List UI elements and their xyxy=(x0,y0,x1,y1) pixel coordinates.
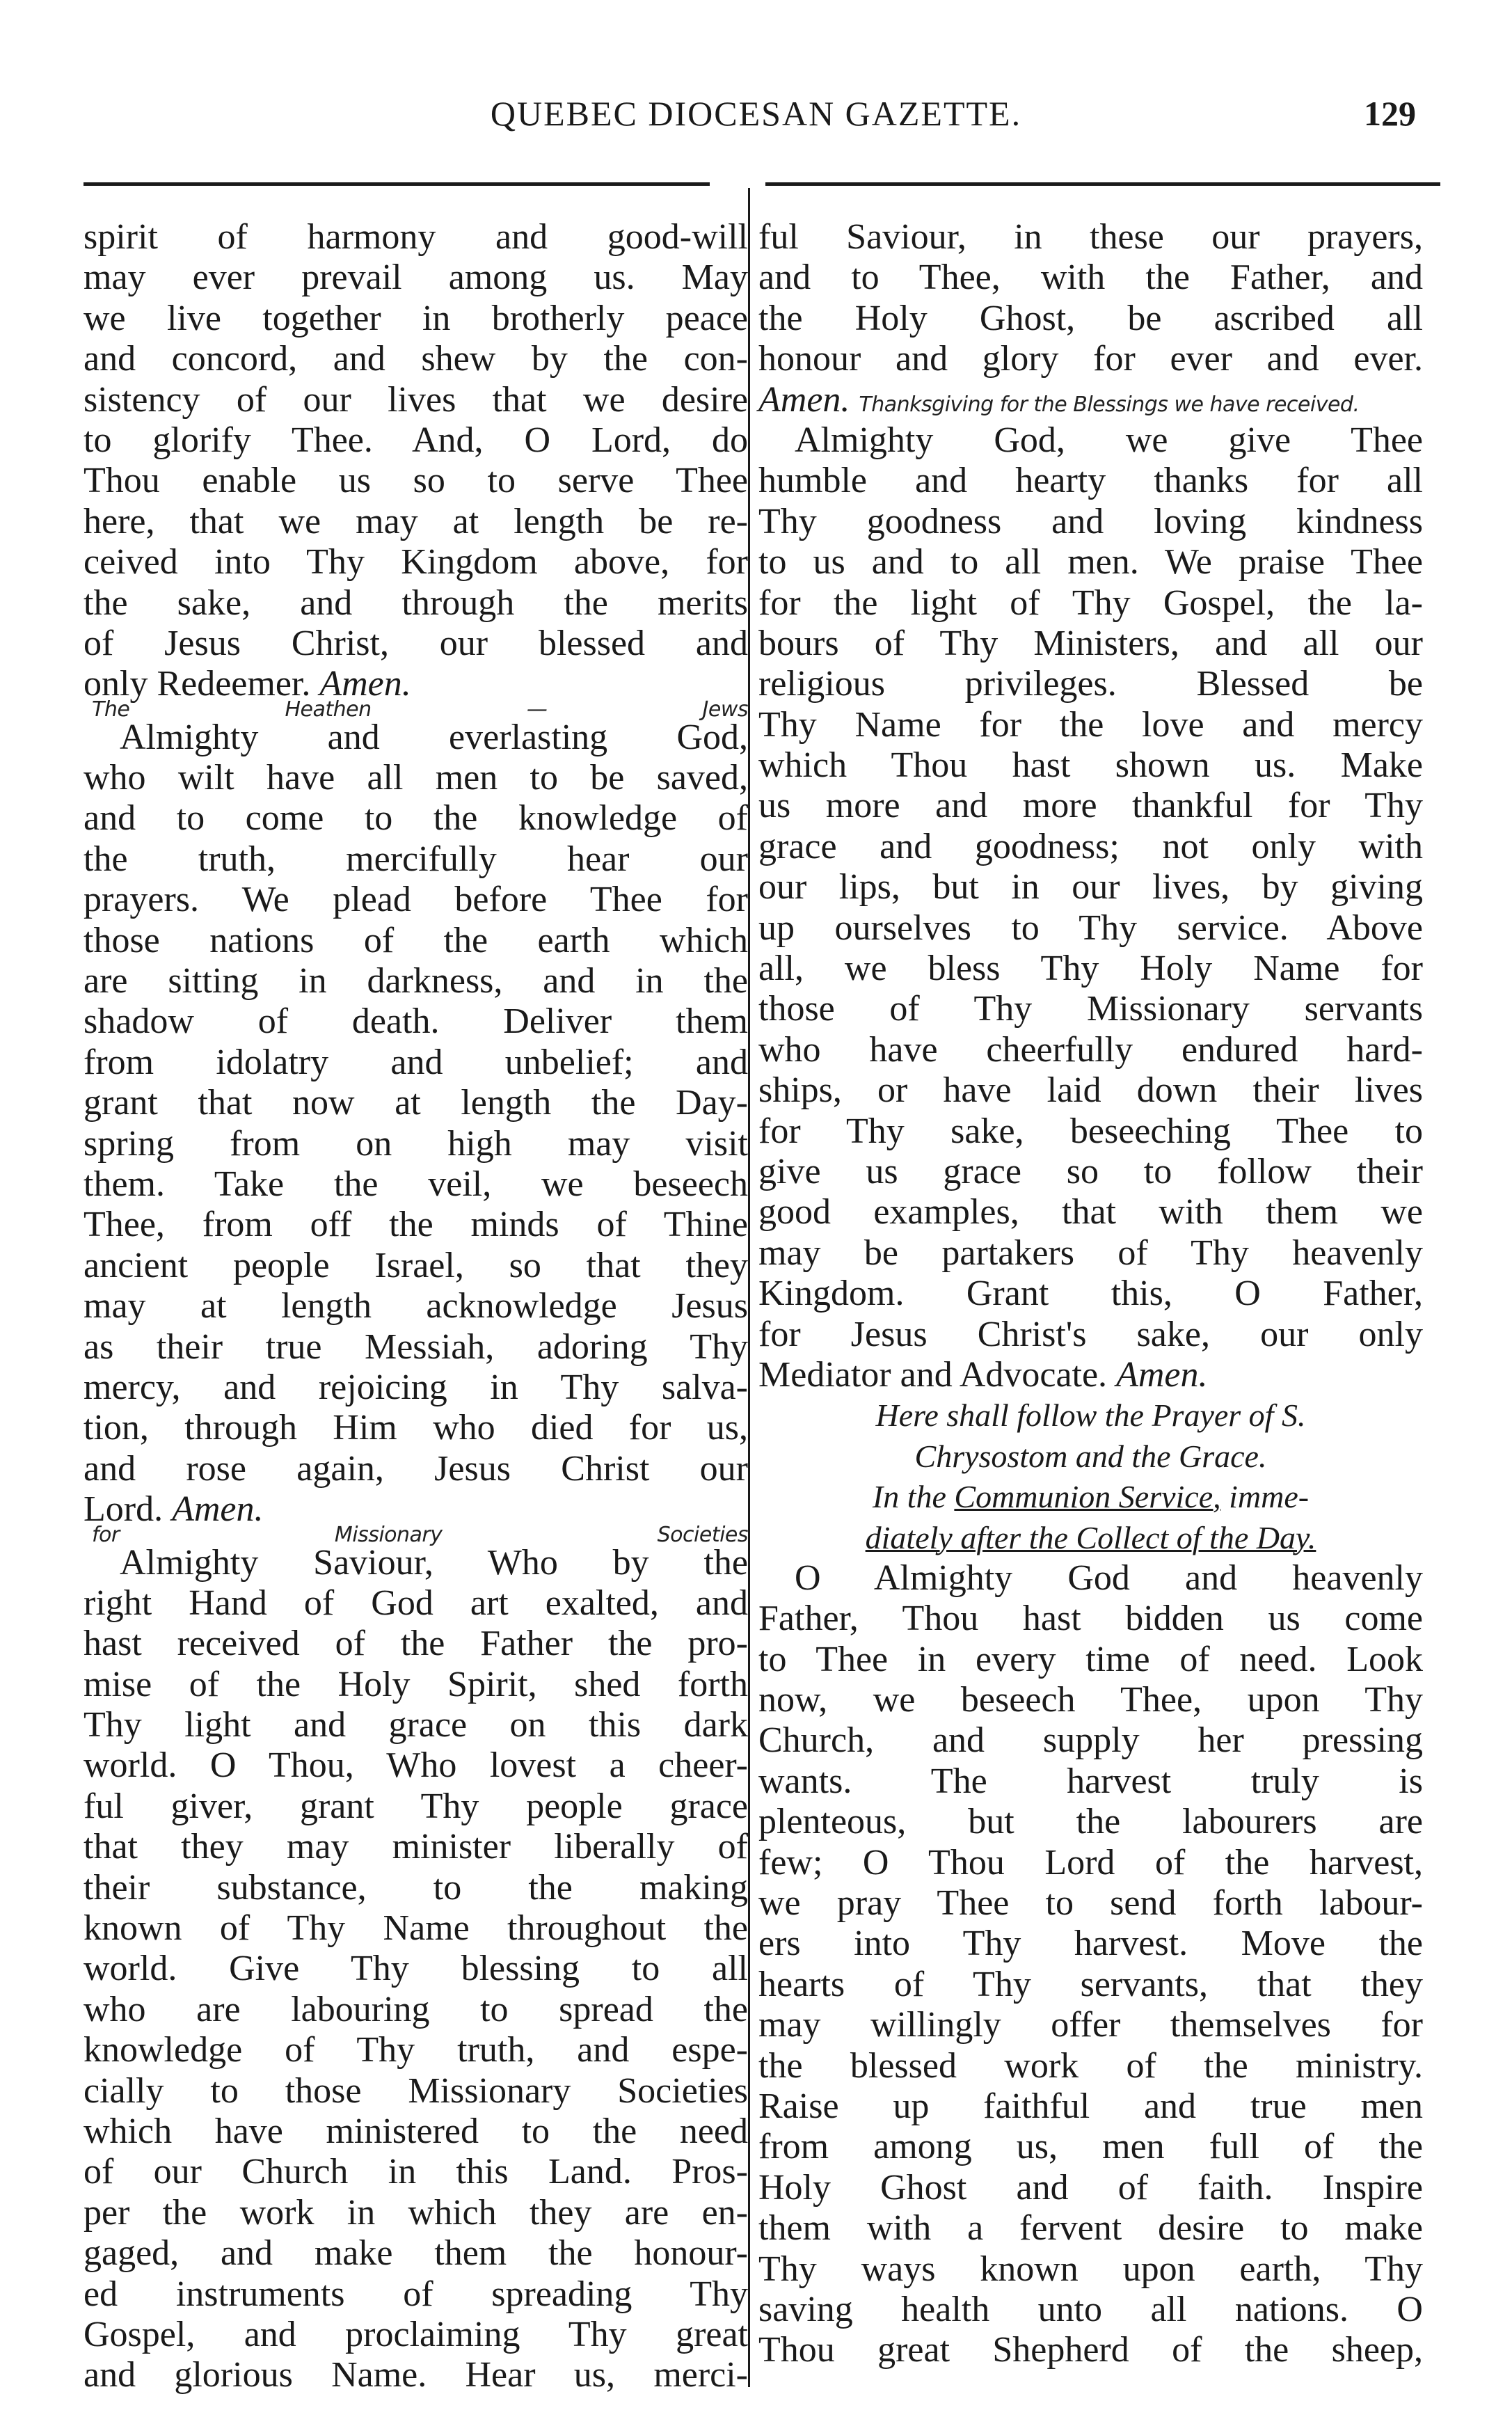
prayer-paragraph-missionary xyxy=(83,1543,748,2396)
text-line: the Holy Ghost, be ascribed all xyxy=(758,298,1423,338)
text-line xyxy=(758,380,1423,420)
text-line: spring from on high may visit xyxy=(83,1123,748,1164)
text-line: ed instruments of spreading Thy xyxy=(83,2274,748,2314)
text-line: for the light of Thy Gospel, the la- xyxy=(758,583,1423,623)
amen: Amen. xyxy=(172,1489,264,1530)
text-line: who have cheerfully endured hard- xyxy=(758,1029,1423,1070)
text-line: to us and to all men. We praise Thee xyxy=(758,542,1423,583)
text-line: and to Thee, with the Father, and xyxy=(758,257,1423,298)
text-line: give us grace so to follow their xyxy=(758,1151,1423,1191)
text-line: who are labouring to spread the xyxy=(83,1989,748,2029)
line-text: Mediator and Advocate. xyxy=(758,1354,1108,1395)
text-line: world. Give Thy blessing to all xyxy=(83,1949,748,1989)
text-line: for Thy sake, beseeching Thee to xyxy=(758,1111,1423,1151)
text-line: we pray Thee to send forth labour- xyxy=(758,1883,1423,1924)
text-line: that they may minister liberally of xyxy=(83,1827,748,1867)
handwritten-note: Thanksgiving for the Blessings we have received. xyxy=(859,392,1360,417)
line-text: Lord. xyxy=(83,1489,164,1530)
text-line: Raise up faithful and true men xyxy=(758,2086,1423,2126)
text-line: O Almighty God and heavenly xyxy=(795,1558,1423,1598)
page-header xyxy=(77,84,1435,160)
text-line: may ever prevail among us. May xyxy=(83,257,748,298)
text-line: as their true Messiah, adoring Thy xyxy=(83,1326,748,1367)
publication-title: QUEBEC DIOCESAN GAZETTE. xyxy=(490,94,1022,133)
text-line: gaged, and make them the honour- xyxy=(83,2233,748,2274)
prayer-paragraph-continuation xyxy=(758,217,1423,380)
text-line: wants. The harvest truly is xyxy=(758,1761,1423,1801)
prayer-paragraph-thanksgiving xyxy=(758,420,1423,1355)
text-line: Thou enable us so to serve Thee xyxy=(83,461,748,501)
text-line: Thy light and grace on this dark xyxy=(83,1705,748,1745)
text-line: mise of the Holy Spirit, shed forth xyxy=(83,1664,748,1704)
left-column xyxy=(83,217,748,2396)
text-line: ful Saviour, in these our prayers, xyxy=(758,217,1423,257)
text-line: Almighty Saviour, Who by the xyxy=(120,1542,748,1583)
prayer-paragraph-labourers xyxy=(758,1558,1423,2371)
rubric-text: In the xyxy=(872,1479,946,1515)
text-line: may willingly offer themselves for xyxy=(758,2005,1423,2045)
header-rule-left xyxy=(83,182,710,186)
text-line: of our Church in this Land. Pros- xyxy=(83,2152,748,2192)
text-line: Thou great Shepherd of the sheep, xyxy=(758,2330,1423,2370)
text-line: hast received of the Father the pro- xyxy=(83,1624,748,1664)
amen: Amen. xyxy=(1116,1354,1208,1395)
text-line: Thy ways known upon earth, Thy xyxy=(758,2249,1423,2289)
text-line: our lips, but in our lives, by giving xyxy=(758,867,1423,908)
text-line: tion, through Him who died for us, xyxy=(83,1408,748,1448)
text-line: grace and goodness; not only with xyxy=(758,826,1423,866)
text-line: ceived into Thy Kingdom above, for xyxy=(83,542,748,583)
text-line: them. Take the veil, we beseech xyxy=(83,1164,748,1204)
text-line: the truth, mercifully hear our xyxy=(83,839,748,879)
text-line: sistency of our lives that we desire xyxy=(83,379,748,420)
text-line: to Thee in every time of need. Look xyxy=(758,1639,1423,1679)
text-line: few; O Thou Lord of the harvest, xyxy=(758,1842,1423,1883)
text-line: the sake, and through the merits xyxy=(83,583,748,623)
page-number: 129 xyxy=(1364,94,1416,133)
prayer-paragraph-heathen xyxy=(83,718,748,1489)
text-line: mercy, and rejoicing in Thy salva- xyxy=(83,1367,748,1407)
line-text: only Redeemer. xyxy=(83,664,311,704)
text-line: from among us, men full of the xyxy=(758,2127,1423,2167)
column-divider xyxy=(748,188,750,2387)
text-line: Thee, from off the minds of Thine xyxy=(83,1205,748,1245)
text-line: Almighty and everlasting God, xyxy=(120,717,748,757)
text-line: those of Thy Missionary servants xyxy=(758,989,1423,1029)
amen: Amen. xyxy=(758,379,850,420)
handwritten-note: for Missionary Societies xyxy=(92,1522,748,1547)
text-line: ships, or have laid down their lives xyxy=(758,1070,1423,1111)
text-line: may at length acknowledge Jesus xyxy=(83,1286,748,1326)
text-line: us more and more thankful for Thy xyxy=(758,786,1423,826)
text-line: plenteous, but the labourers are xyxy=(758,1802,1423,1842)
rubric-text: imme- xyxy=(1229,1479,1310,1515)
amen: Amen. xyxy=(319,664,411,704)
text-line: prayers. We plead before Thee for xyxy=(83,880,748,920)
text-line: from idolatry and unbelief; and xyxy=(83,1042,748,1082)
text-line: saving health unto all nations. O xyxy=(758,2289,1423,2329)
text-line: Thy goodness and loving kindness xyxy=(758,501,1423,541)
right-column xyxy=(758,217,1423,2371)
text-line: now, we beseech Thee, upon Thy xyxy=(758,1680,1423,1720)
prayer-paragraph-harmony xyxy=(83,217,748,664)
text-line: Thy Name for the love and mercy xyxy=(758,704,1423,745)
text-line: all, we bless Thy Holy Name for xyxy=(758,949,1423,989)
text-line: good examples, that with them we xyxy=(758,1192,1423,1233)
text-line: ancient people Israel, so that they xyxy=(83,1245,748,1285)
text-line: who wilt have all men to be saved, xyxy=(83,758,748,798)
rubric-line: Here shall follow the Prayer of S. xyxy=(875,1397,1306,1434)
text-line: Almighty God, we give Thee xyxy=(795,420,1423,460)
header-rule-right xyxy=(765,182,1440,186)
handwritten-note: The Heathen — Jews xyxy=(92,697,748,722)
text-line: and to come to the knowledge of xyxy=(83,798,748,839)
text-line: the blessed work of the ministry. xyxy=(758,2045,1423,2086)
text-line: up ourselves to Thy service. Above xyxy=(758,908,1423,948)
text-line: their substance, to the making xyxy=(83,1867,748,1908)
text-line: to glorify Thee. And, O Lord, do xyxy=(83,420,748,460)
text-line: and concord, and shew by the con- xyxy=(83,339,748,379)
text-line: which have ministered to the need xyxy=(83,2111,748,2151)
rubric-line: Chrysostom and the Grace. xyxy=(914,1438,1267,1474)
text-line: Gospel, and proclaiming Thy great xyxy=(83,2314,748,2354)
text-line: of Jesus Christ, our blessed and xyxy=(83,623,748,663)
text-line: per the work in which they are en- xyxy=(83,2192,748,2233)
text-line: ers into Thy harvest. Move the xyxy=(758,1924,1423,1964)
text-line: we live together in brotherly peace xyxy=(83,298,748,338)
text-line: bours of Thy Ministers, and all our xyxy=(758,623,1423,663)
text-line: world. O Thou, Who lovest a cheer- xyxy=(83,1745,748,1786)
text-line: Kingdom. Grant this, O Father, xyxy=(758,1274,1423,1314)
text-line: grant that now at length the Day- xyxy=(83,1083,748,1123)
text-line: known of Thy Name throughout the xyxy=(83,1908,748,1949)
text-line: honour and glory for ever and ever. xyxy=(758,339,1423,379)
text-line: for Jesus Christ's sake, our only xyxy=(758,1314,1423,1354)
text-line: may be partakers of Thy heavenly xyxy=(758,1233,1423,1273)
text-line: Church, and supply her pressing xyxy=(758,1720,1423,1761)
text-line: here, that we may at length be re- xyxy=(83,501,748,541)
text-line: cially to those Missionary Societies xyxy=(83,2070,748,2111)
text-line: right Hand of God art exalted, and xyxy=(83,1583,748,1623)
text-line: hearts of Thy servants, that they xyxy=(758,1964,1423,2004)
text-line: knowledge of Thy truth, and espe- xyxy=(83,2030,748,2070)
text-line: Father, Thou hast bidden us come xyxy=(758,1599,1423,1639)
text-line: Holy Ghost and of faith. Inspire xyxy=(758,2167,1423,2208)
text-line: are sitting in darkness, and in the xyxy=(83,961,748,1001)
text-line: ful giver, grant Thy people grace xyxy=(83,1786,748,1826)
rubric-line-underlined: diately after the Collect of the Day. xyxy=(865,1519,1316,1555)
text-line xyxy=(758,1355,1423,1395)
text-line: spirit of harmony and good-will xyxy=(83,217,748,257)
text-line: religious privileges. Blessed be xyxy=(758,664,1423,704)
text-line: those nations of the earth which xyxy=(83,920,748,960)
text-line: shadow of death. Deliver them xyxy=(83,1001,748,1042)
text-line: humble and hearty thanks for all xyxy=(758,461,1423,501)
text-line: and rose again, Jesus Christ our xyxy=(83,1448,748,1489)
rubric-text-underlined: Communion Service, xyxy=(954,1479,1221,1515)
rubric-line xyxy=(758,1477,1423,1517)
text-line: them with a fervent desire to make xyxy=(758,2208,1423,2249)
text-line: which Thou hast shown us. Make xyxy=(758,745,1423,786)
text-line: and glorious Name. Hear us, merci- xyxy=(83,2355,748,2395)
